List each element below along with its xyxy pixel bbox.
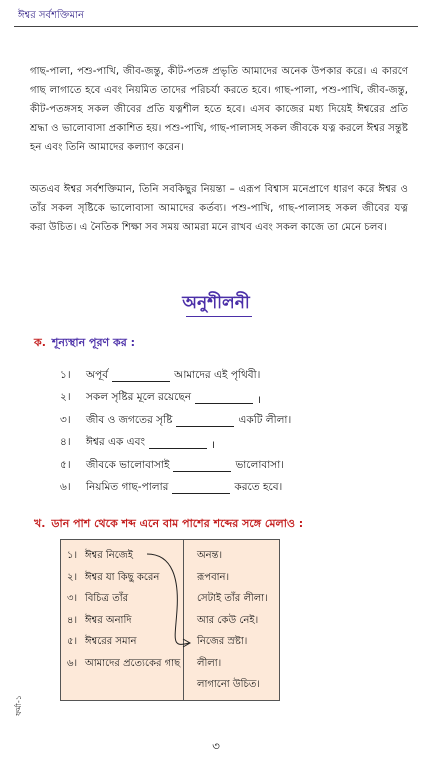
item-text-before: জীব ও জগতের সৃষ্টি: [86, 413, 173, 426]
item-text-after: আমাদের এই পৃথিবী।: [174, 368, 261, 381]
blank-line: [173, 470, 231, 472]
list-item: [60, 430, 380, 453]
list-item: [60, 475, 380, 498]
item-number: ৪।: [67, 614, 78, 626]
item-text-before: নিয়মিত গাছ-পালার: [86, 481, 169, 493]
matching-left-column: [67, 546, 180, 675]
matching-heading-text: ডান পাশ থেকে শব্দ এনে বাম পাশের শব্দের সঙ্গে মেলাও :: [51, 517, 304, 530]
table-row: [67, 654, 180, 676]
blank-line: [176, 425, 234, 427]
table-row: [197, 546, 268, 568]
matching-table: [60, 539, 280, 701]
item-number: ৬।: [67, 657, 78, 669]
item-number: ১।: [67, 550, 78, 562]
table-row: [197, 568, 268, 590]
item-number: ২।: [60, 391, 71, 403]
item-text-before: অপূর্ব: [86, 368, 109, 381]
left-term: ঈশ্বর অনাদি: [85, 614, 132, 626]
table-row: [197, 675, 268, 697]
table-row: [197, 589, 268, 611]
right-term: অনন্ত।: [197, 550, 223, 562]
item-number: ৫।: [60, 458, 71, 471]
item-number: ৩।: [60, 413, 71, 426]
item-text-after: ।: [257, 394, 262, 406]
item-text-before: ঈশ্বর এক এবং: [86, 436, 145, 448]
page-number: ৩: [212, 739, 220, 753]
right-term: আর কেউ নেই।: [197, 614, 259, 626]
table-row: [67, 546, 180, 568]
question-mark-kha: খ.: [34, 517, 46, 530]
item-text-before: সকল সৃষ্টির মূলে রয়েছেন: [86, 391, 192, 403]
paragraph-1: গাছ-পালা, পশু-পাখি, জীব-জন্তু, কীট-পতঙ্গ প্রভৃতি আমাদের অনেক উপকার করে। এ কারণে গাছ লাগাতে হবে এবং নিয়মিত তাদের পরিচর্যা করতে হবে। গাছ-পালা, পশু-পাখি, জীব-জন্তু, কীট-পতঙ্গসহ সকল জীবের প্রতি যত্নশীল হতে হবে। এসব কাজের মধ্য দিয়েই ঈশ্বরের প্রতি শ্রদ্ধা ও ভালোবাসা প্রকাশিত হয়। পশু-পাখি, গাছ-পালাসহ সকল জীবকে যত্ন করলে ঈশ্বর সন্তুষ্ট হন এবং তিনি আমাদের কল্যাণ করেন।: [30, 66, 408, 153]
item-number: ৩।: [67, 593, 78, 605]
item-text-before: জীবকে ভালোবাসাই: [86, 458, 170, 471]
table-row: [67, 632, 180, 654]
blank-line: [112, 380, 170, 382]
left-term: ঈশ্বরের সমান: [85, 636, 137, 648]
blank-line: [172, 492, 230, 494]
right-term: নিজের স্রষ্টা।: [197, 636, 248, 648]
matching-right-column: [197, 546, 268, 697]
section-title-underline: [186, 316, 252, 317]
list-item: [60, 385, 380, 408]
item-number: ২।: [67, 571, 78, 583]
fill-blanks-list: [60, 362, 380, 497]
list-item: [60, 452, 380, 475]
right-term: সেটাই তাঁর লীলা।: [197, 593, 268, 605]
fill-blanks-heading: [34, 334, 135, 353]
blank-line: [149, 447, 207, 449]
header-rule: [14, 26, 418, 27]
table-row: [197, 654, 268, 676]
right-term: লীলা।: [197, 657, 222, 669]
table-row: [197, 632, 268, 654]
table-row: [67, 568, 180, 590]
table-row: [67, 611, 180, 633]
table-row: [67, 589, 180, 611]
list-item: [60, 362, 380, 385]
left-term: বিচিত্র তাঁর: [85, 593, 129, 605]
item-number: ৬।: [60, 481, 71, 493]
left-term: আমাদের প্রত্যেকের গাছ: [85, 657, 181, 669]
left-term: ঈশ্বর নিজেই: [85, 550, 133, 562]
column-divider: [183, 540, 184, 700]
blank-line: [195, 402, 253, 404]
running-title: ঈশ্বর সর্বশক্তিমান: [18, 10, 85, 21]
fill-blanks-heading-text: শূন্যস্থান পূরণ কর :: [51, 336, 135, 349]
right-term: রূপবান।: [197, 571, 230, 583]
left-term: ঈশ্বর যা কিছু করেন: [85, 571, 160, 583]
item-text-after: করতে হবে।: [234, 481, 283, 493]
item-number: ১।: [60, 368, 71, 381]
table-row: [197, 611, 268, 633]
item-number: ৫।: [67, 636, 78, 648]
matching-heading: [34, 515, 303, 534]
list-item: [60, 407, 380, 430]
right-term: লাগানো উচিত।: [197, 679, 260, 691]
item-text-after: একটি লীলা।: [238, 413, 292, 426]
item-text-after: ।: [210, 439, 215, 451]
paragraph-2: অতএব ঈশ্বর সর্বশক্তিমান, তিনি সবকিছুর নিয়ন্তা – এরূপ বিশ্বাস মনেপ্রাণে ধারণ করে ঈশ্বর ও তাঁর সকল সৃষ্টিকে ভালোবাসা আমাদের কর্তব্য। পশু-পাখি, গাছ-পালাসহ সকল জীবের যত্ন করা উচিত। এ নৈতিক শিক্ষা সব সময় আমরা মনে রাখব এবং সকল কাজে তা মেনে চলব।: [30, 184, 408, 233]
item-text-after: ভালোবাসা।: [235, 458, 285, 471]
section-title: অনুশীলনী: [182, 293, 250, 313]
question-mark-ka: ক.: [34, 336, 46, 349]
item-number: ৪।: [60, 436, 71, 448]
forma-code: ফর্মা-১: [14, 695, 23, 716]
